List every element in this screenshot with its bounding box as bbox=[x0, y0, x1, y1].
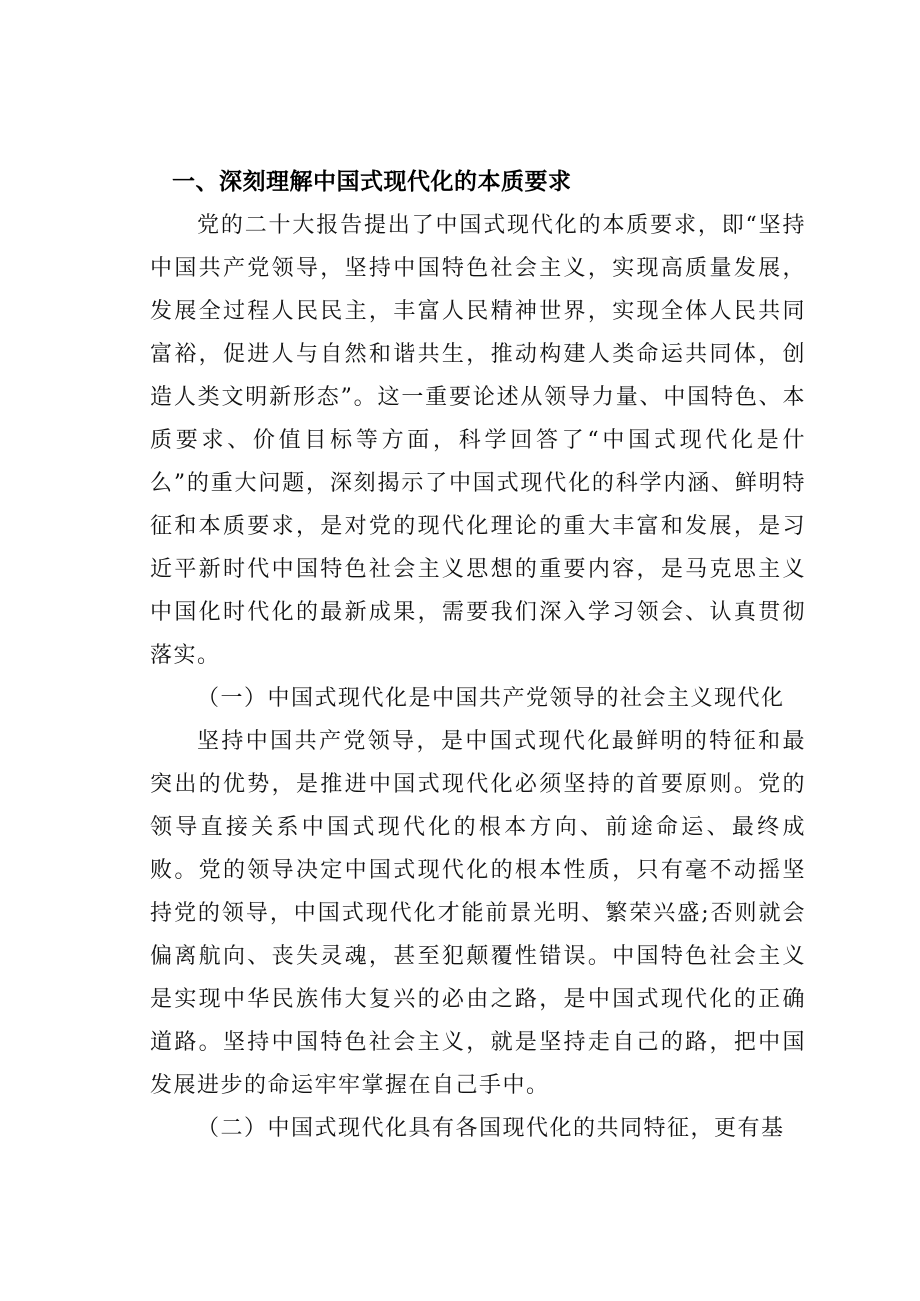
paragraph-party-leadership: 坚持中国共产党领导，是中国式现代化最鲜明的特征和最突出的优势，是推进中国式现代化必须坚持的首要原则。党的领导直接关系中国式现代化的根本方向、前途命运、最终成败。党的领导决定中国式现代化的根本性质，只有毫不动摇坚持党的领导，中国式现代化才能前景光明、繁荣兴盛;否则就会偏离航向、丧失灵魂，甚至犯颠覆性错误。中国特色社会主义是实现中华民族伟大复兴的必由之路，是中国式现代化的正确道路。坚持中国特色社会主义，就是坚持走自己的路，把中国发展进步的命运牢牢掌握在自己手中。 bbox=[150, 729, 806, 1098]
subheading-common-features: （二）中国式现代化具有各国现代化的共同特征，更有基 bbox=[197, 1116, 785, 1141]
section-heading: 一、深刻理解中国式现代化的本质要求 bbox=[172, 169, 572, 195]
subheading-party-leadership: （一）中国式现代化是中国共产党领导的社会主义现代化 bbox=[197, 686, 785, 711]
paragraph-essential-requirements: 党的二十大报告提出了中国式现代化的本质要求，即“坚持中国共产党领导，坚持中国特色社会主义，实现高质量发展，发展全过程人民民主，丰富人民精神世界，实现全体人民共同富裕，促进人与自然和谐共生，推动构建人类命运共同体，创造人类文明新形态”。这一重要论述从领导力量、中国特色、本质要求、价值目标等方面，科学回答了“中国式现代化是什么”的重大问题，深刻揭示了中国式现代化的科学内涵、鲜明特征和本质要求，是对党的现代化理论的重大丰富和发展，是习近平新时代中国特色社会主义思想的重要内容，是马克思主义中国化时代化的最新成果，需要我们深入学习领会、认真贯彻落实。 bbox=[150, 213, 806, 668]
document-body bbox=[150, 160, 806, 1150]
